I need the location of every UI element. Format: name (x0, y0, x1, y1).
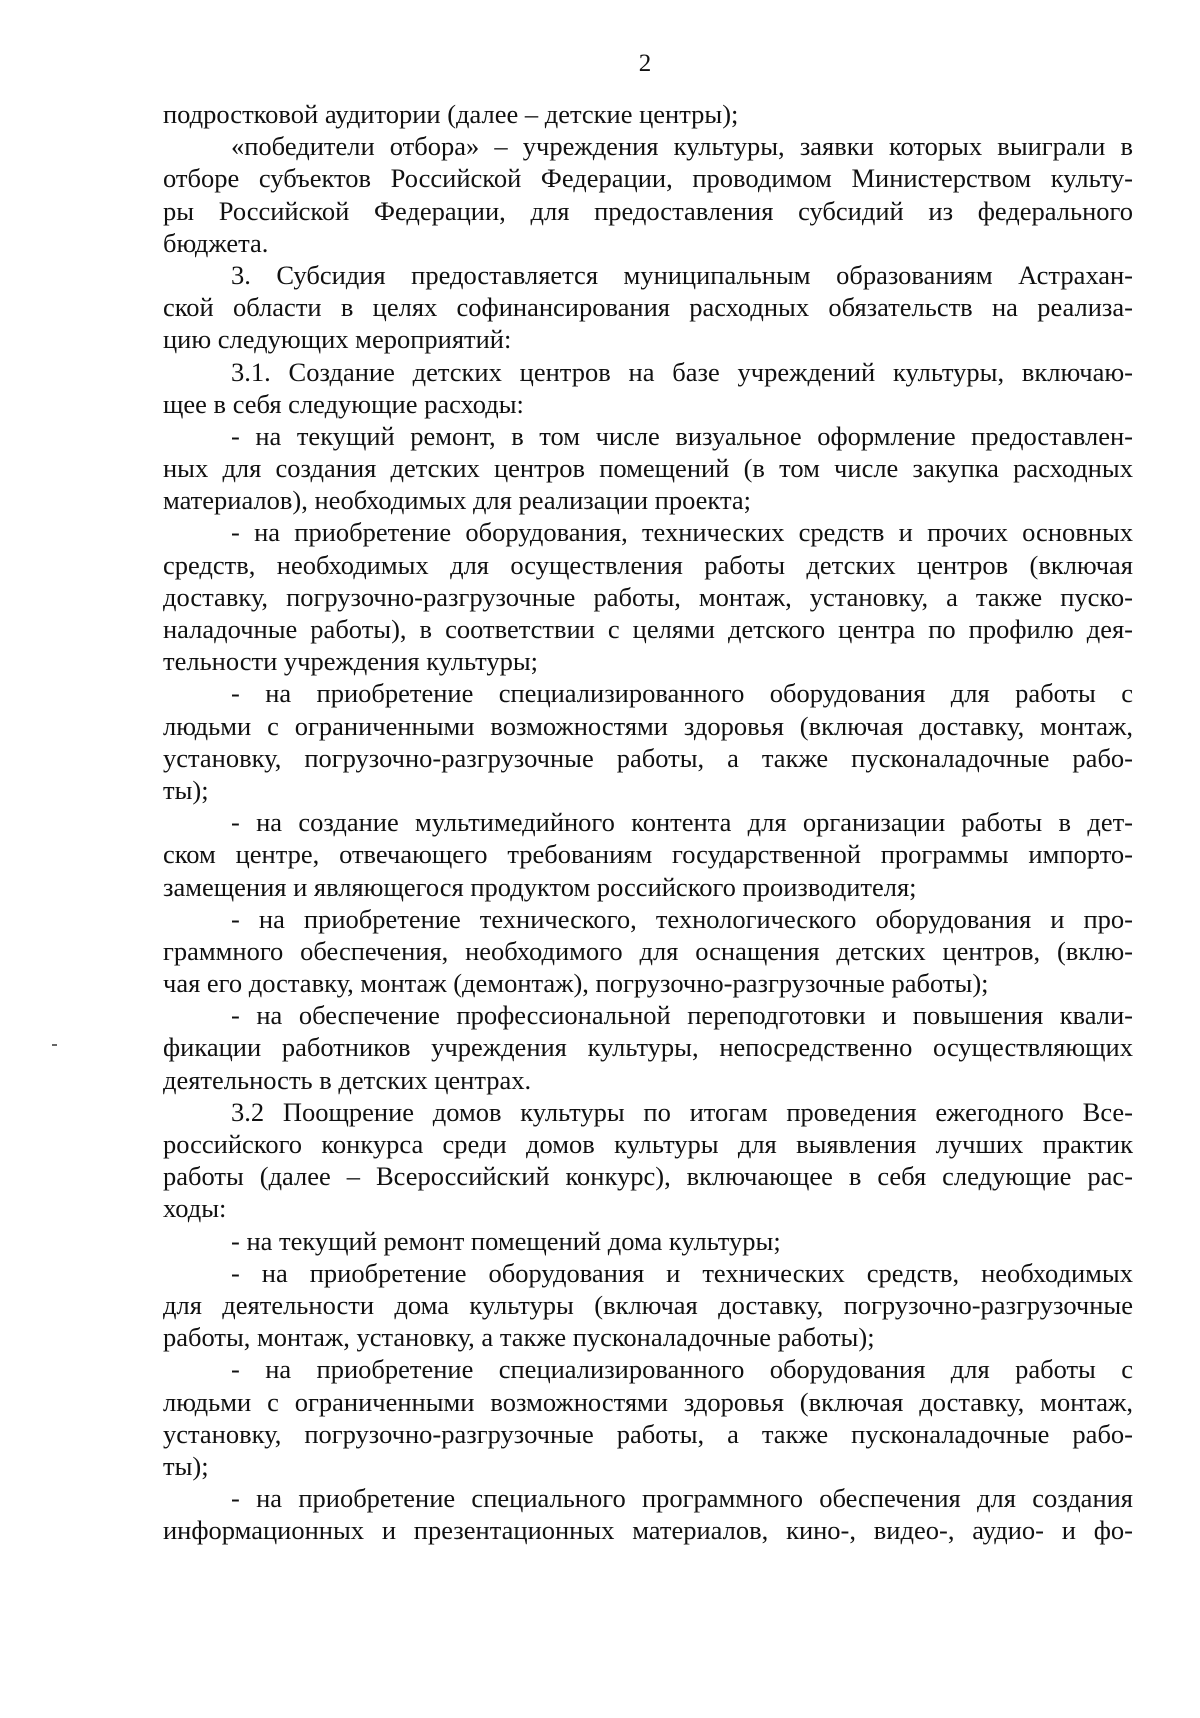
text-line: 3.1. Создание детских центров на базе учреждений культуры, включаю- (231, 356, 1133, 387)
text-line: деятельность в детских центрах. (163, 1064, 532, 1095)
text-line: «победители отбора» – учреждения культуры, заявки которых выиграли в (231, 131, 1133, 162)
text-line: бюджета. (163, 227, 269, 258)
text-line: - на приобретение специализированного оборудования для работы с (231, 678, 1133, 709)
text-line: - на приобретение оборудования, технических средств и прочих основных (231, 517, 1133, 548)
text-line: фикации работников учреждения культуры, непосредственно осуществляющих (163, 1032, 1133, 1063)
text-line: работы (далее – Всероссийский конкурс), включающее в себя следующие рас- (163, 1161, 1133, 1192)
text-line: отборе субъектов Российской Федерации, проводимом Министерством культу- (163, 163, 1133, 194)
text-line: - на создание мультимедийного контента для организации работы в дет- (231, 807, 1133, 838)
text-line: - на текущий ремонт помещений дома культуры; (231, 1225, 781, 1256)
document-body-text (163, 98, 1133, 1546)
text-line: - на текущий ремонт, в том числе визуальное оформление предоставлен- (231, 420, 1133, 451)
text-line: установку, погрузочно-разгрузочные работы, а также пусконаладочные рабо- (163, 1418, 1133, 1449)
text-line: щее в себя следующие расходы: (163, 388, 524, 419)
text-line: ской области в целях софинансирования расходных обязательств на реализа- (163, 292, 1133, 323)
text-line: 3.2 Поощрение домов культуры по итогам проведения ежегодного Все- (231, 1096, 1133, 1127)
text-line: - на приобретение технического, технологического оборудования и про- (231, 903, 1133, 934)
text-line: замещения и являющегося продуктом российского производителя; (163, 871, 917, 902)
text-line: наладочные работы), в соответствии с целями детского центра по профилю дея- (163, 614, 1133, 644)
text-line: чая его доставку, монтаж (демонтаж), погрузочно-разгрузочные работы); (163, 968, 989, 999)
text-line: - на приобретение специального программного обеспечения для создания (231, 1483, 1133, 1514)
text-line: - на приобретение оборудования и технических средств, необходимых (231, 1257, 1133, 1288)
text-line: информационных и презентационных материалов, кино-, видео-, аудио- и фо- (163, 1515, 1133, 1546)
text-line: ных для создания детских центров помещений (в том числе закупка расходных (163, 453, 1133, 484)
text-line: материалов), необходимых для реализации проекта; (163, 485, 751, 516)
text-line: средств, необходимых для осуществления работы детских центров (включая (163, 549, 1133, 580)
scan-artifact-mark (52, 1044, 57, 1046)
text-line: подростковой аудитории (далее – детские центры); (163, 99, 739, 129)
text-line: для деятельности дома культуры (включая доставку, погрузочно-разгрузочные (163, 1289, 1133, 1320)
text-line: ты); (163, 1450, 209, 1481)
text-line: цию следующих мероприятий: (163, 324, 512, 355)
text-line: российского конкурса среди домов культуры для выявления лучших практик (163, 1129, 1133, 1159)
text-line: граммного обеспечения, необходимого для оснащения детских центров, (вклю- (163, 935, 1133, 966)
text-line: ты); (163, 774, 209, 805)
text-line: работы, монтаж, установку, а также пусконаладочные работы); (163, 1322, 875, 1353)
text-line: ском центре, отвечающего требованиям государственной программы импорто- (163, 839, 1133, 870)
text-line: - на обеспечение профессиональной переподготовки и повышения квали- (231, 1000, 1133, 1031)
text-line: людьми с ограниченными возможностями здоровья (включая доставку, монтаж, (163, 1386, 1133, 1417)
page-number: 2 (638, 50, 652, 77)
text-line: 3. Субсидия предоставляется муниципальным образованиям Астрахан- (231, 259, 1133, 290)
text-line: ходы: (163, 1193, 227, 1224)
text-line: установку, погрузочно-разгрузочные работы, а также пусконаладочные рабо- (163, 742, 1133, 773)
text-line: людьми с ограниченными возможностями здоровья (включая доставку, монтаж, (163, 710, 1133, 741)
text-line: - на приобретение специализированного оборудования для работы с (231, 1354, 1133, 1385)
text-line: доставку, погрузочно-разгрузочные работы, монтаж, установку, а также пуско- (163, 581, 1133, 612)
text-line: ры Российской Федерации, для предоставления субсидий из федерального (163, 195, 1133, 226)
text-line: тельности учреждения культуры; (163, 646, 538, 677)
